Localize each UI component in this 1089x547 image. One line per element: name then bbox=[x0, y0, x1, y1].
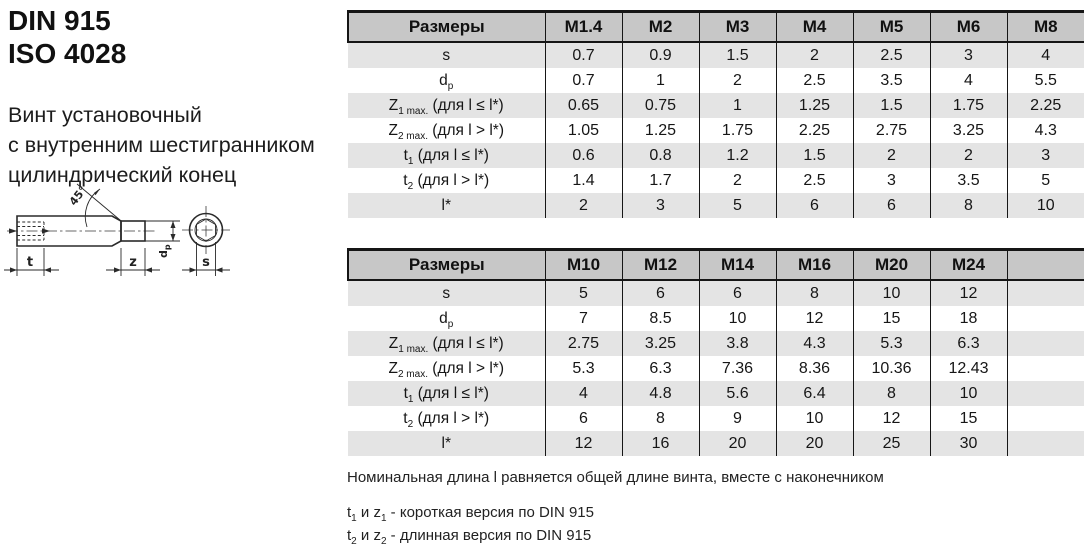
subscript: 1 bbox=[381, 513, 387, 524]
description-line: Винт установочный bbox=[8, 100, 343, 130]
dimension-value: 18 bbox=[930, 306, 1007, 331]
dim-label-z: z bbox=[129, 255, 137, 270]
subscript: 1 max. bbox=[398, 106, 428, 117]
dimension-value: 10 bbox=[1007, 193, 1084, 218]
dimension-value: 20 bbox=[776, 431, 853, 456]
dimension-value: 0.6 bbox=[545, 143, 622, 168]
dimension-value: 5.3 bbox=[853, 331, 930, 356]
column-header-m1.4: M1.4 bbox=[545, 12, 622, 43]
dimension-value: 0.9 bbox=[622, 42, 699, 68]
dimension-value: 0.7 bbox=[545, 42, 622, 68]
column-header-m10: M10 bbox=[545, 250, 622, 281]
dimension-value: 6 bbox=[699, 280, 776, 306]
dimension-value: 4 bbox=[930, 68, 1007, 93]
dimension-value: 1.05 bbox=[545, 118, 622, 143]
row-label: $Z_{1 max.}$ (для l ≤ l*) bbox=[348, 93, 545, 118]
dimension-value: 2.5 bbox=[853, 42, 930, 68]
dimension-value: 1.25 bbox=[776, 93, 853, 118]
dimension-value: 10 bbox=[853, 280, 930, 306]
row-label: s bbox=[348, 42, 545, 68]
empty-cell bbox=[1007, 280, 1084, 306]
dimension-value: 8.36 bbox=[776, 356, 853, 381]
column-header-m16: M16 bbox=[776, 250, 853, 281]
dimension-value: 7.36 bbox=[699, 356, 776, 381]
dimension-value: 10 bbox=[776, 406, 853, 431]
table-row bbox=[348, 406, 1084, 431]
column-header-m6: M6 bbox=[930, 12, 1007, 43]
dimension-z bbox=[106, 248, 160, 276]
dimension-value: 8 bbox=[853, 381, 930, 406]
subscript: 2 bbox=[408, 181, 414, 192]
dimension-value: 4.3 bbox=[1007, 118, 1084, 143]
row-label: l* bbox=[348, 431, 545, 456]
subscript: 2 bbox=[408, 419, 414, 430]
table-row bbox=[348, 93, 1084, 118]
dim-label-s: s bbox=[202, 255, 210, 270]
table-row bbox=[348, 280, 1084, 306]
column-header-m8: M8 bbox=[1007, 12, 1084, 43]
empty-cell bbox=[1007, 431, 1084, 456]
dimension-value: 2 bbox=[930, 143, 1007, 168]
subscript: 1 bbox=[408, 394, 414, 405]
dimension-value: 1.4 bbox=[545, 168, 622, 193]
dimension-value: 5.5 bbox=[1007, 68, 1084, 93]
dimension-value: 6 bbox=[622, 280, 699, 306]
dimension-value: 0.65 bbox=[545, 93, 622, 118]
dimension-value: 5.3 bbox=[545, 356, 622, 381]
column-header-m5: M5 bbox=[853, 12, 930, 43]
column-header-m12: M12 bbox=[622, 250, 699, 281]
table-row bbox=[348, 381, 1084, 406]
column-header-m2: M2 bbox=[622, 12, 699, 43]
description-line: с внутренним шестигранником bbox=[8, 130, 343, 160]
dimension-value: 3.25 bbox=[622, 331, 699, 356]
dimension-value: 1.25 bbox=[622, 118, 699, 143]
dimension-value: 4 bbox=[545, 381, 622, 406]
dimension-value: 8 bbox=[622, 406, 699, 431]
subscript: p bbox=[448, 81, 454, 92]
dimension-value: 12 bbox=[853, 406, 930, 431]
dim-label-dp bbox=[157, 244, 172, 258]
row-label: s bbox=[348, 280, 545, 306]
dimension-value: 9 bbox=[699, 406, 776, 431]
column-header-m20: M20 bbox=[853, 250, 930, 281]
dimension-value: 1.5 bbox=[853, 93, 930, 118]
row-label: $t_1$ (для l ≤ l*) bbox=[348, 381, 545, 406]
dimension-value: 4 bbox=[1007, 42, 1084, 68]
dimensions-table-1 bbox=[347, 10, 1084, 218]
row-label: $t_2$ (для l > l*) bbox=[348, 406, 545, 431]
table-row bbox=[348, 42, 1084, 68]
row-label: $Z_{1 max.}$ (для l ≤ l*) bbox=[348, 331, 545, 356]
column-header-empty bbox=[1007, 250, 1084, 281]
dimension-value: 2.5 bbox=[776, 168, 853, 193]
row-label: $d_p$ bbox=[348, 306, 545, 331]
subscript: p bbox=[448, 319, 454, 330]
dim-label-dp-sub: p bbox=[163, 244, 172, 250]
dimension-value: 5 bbox=[699, 193, 776, 218]
row-label: $Z_{2 max.}$ (для l > l*) bbox=[348, 356, 545, 381]
dimension-value: 10 bbox=[699, 306, 776, 331]
dimension-tables-panel bbox=[347, 10, 1087, 547]
dimension-value: 8 bbox=[930, 193, 1007, 218]
dimension-value: 1.2 bbox=[699, 143, 776, 168]
table-row bbox=[348, 356, 1084, 381]
row-label: l* bbox=[348, 193, 545, 218]
subscript: 2 bbox=[381, 536, 387, 547]
dimension-value: 3 bbox=[622, 193, 699, 218]
dimension-value: 1 bbox=[699, 93, 776, 118]
dimension-value: 3 bbox=[853, 168, 930, 193]
header-sizes: Размеры bbox=[348, 12, 545, 43]
empty-cell bbox=[1007, 331, 1084, 356]
row-label: $d_p$ bbox=[348, 68, 545, 93]
dimension-value: 3.25 bbox=[930, 118, 1007, 143]
dimension-value: 4.3 bbox=[776, 331, 853, 356]
dimension-value: 5.6 bbox=[699, 381, 776, 406]
dimension-value: 6 bbox=[545, 406, 622, 431]
dimension-value: 2.25 bbox=[1007, 93, 1084, 118]
dimension-value: 12.43 bbox=[930, 356, 1007, 381]
dimension-value: 12 bbox=[545, 431, 622, 456]
dimension-value: 8.5 bbox=[622, 306, 699, 331]
dimension-value: 2.5 bbox=[776, 68, 853, 93]
empty-cell bbox=[1007, 406, 1084, 431]
dimension-value: 3.5 bbox=[930, 168, 1007, 193]
dimension-value: 2 bbox=[545, 193, 622, 218]
subscript: 1 bbox=[351, 513, 357, 524]
table-row bbox=[348, 68, 1084, 93]
dimension-t bbox=[4, 248, 59, 276]
dim-label-t: t bbox=[27, 255, 33, 270]
dim-label-dp-base: d bbox=[157, 250, 170, 258]
column-header-m4: M4 bbox=[776, 12, 853, 43]
standard-iso: ISO 4028 bbox=[8, 37, 343, 70]
dimensions-table-2 bbox=[347, 248, 1084, 456]
header-sizes: Размеры bbox=[348, 250, 545, 281]
dimension-value: 10 bbox=[930, 381, 1007, 406]
footnote: $t_1$ и $z_1$ - короткая версия по DIN 915 bbox=[347, 502, 1087, 525]
dimension-value: 6.3 bbox=[930, 331, 1007, 356]
dimension-dp bbox=[145, 221, 180, 258]
column-header-m24: M24 bbox=[930, 250, 1007, 281]
empty-cell bbox=[1007, 356, 1084, 381]
dimension-value: 0.8 bbox=[622, 143, 699, 168]
dimension-value: 2.75 bbox=[853, 118, 930, 143]
chamfer-angle-label: 45° bbox=[67, 184, 90, 208]
technical-drawing bbox=[4, 170, 252, 303]
dimension-value: 0.7 bbox=[545, 68, 622, 93]
subscript: 2 max. bbox=[398, 131, 428, 142]
dimension-value: 7 bbox=[545, 306, 622, 331]
header-row bbox=[348, 12, 1084, 43]
table-row bbox=[348, 431, 1084, 456]
dimension-value: 4.8 bbox=[622, 381, 699, 406]
dimension-value: 6 bbox=[853, 193, 930, 218]
dimension-value: 0.75 bbox=[622, 93, 699, 118]
standard-din: DIN 915 bbox=[8, 4, 343, 37]
dimension-value: 2 bbox=[699, 168, 776, 193]
dimension-value: 3 bbox=[1007, 143, 1084, 168]
set-screw-drawing bbox=[4, 170, 252, 298]
dimension-value: 8 bbox=[776, 280, 853, 306]
table-row bbox=[348, 306, 1084, 331]
dimension-value: 12 bbox=[776, 306, 853, 331]
footnotes bbox=[347, 502, 1087, 547]
dimension-value: 1.5 bbox=[699, 42, 776, 68]
table-row bbox=[348, 193, 1084, 218]
table-row bbox=[348, 331, 1084, 356]
dimension-value: 10.36 bbox=[853, 356, 930, 381]
side-view bbox=[4, 184, 180, 276]
dimension-value: 1.7 bbox=[622, 168, 699, 193]
empty-cell bbox=[1007, 381, 1084, 406]
subscript: 2 max. bbox=[398, 369, 428, 380]
subscript: 2 bbox=[351, 536, 357, 547]
empty-cell bbox=[1007, 306, 1084, 331]
dimension-value: 15 bbox=[930, 406, 1007, 431]
dimension-value: 5 bbox=[1007, 168, 1084, 193]
dimension-value: 6 bbox=[776, 193, 853, 218]
note-nominal-length: Номинальная длина l равняется общей длине винта, вместе с наконечником bbox=[347, 469, 1087, 486]
title-block bbox=[8, 4, 343, 190]
dimension-value: 1 bbox=[622, 68, 699, 93]
dimension-value: 5 bbox=[545, 280, 622, 306]
dimension-value: 15 bbox=[853, 306, 930, 331]
footnote: $t_2$ и $z_2$ - длинная версия по DIN 915 bbox=[347, 525, 1087, 547]
dimension-value: 25 bbox=[853, 431, 930, 456]
row-label: $Z_{2 max.}$ (для l > l*) bbox=[348, 118, 545, 143]
column-header-m14: M14 bbox=[699, 250, 776, 281]
dimension-value: 30 bbox=[930, 431, 1007, 456]
dimension-value: 6.3 bbox=[622, 356, 699, 381]
dimension-value: 2 bbox=[853, 143, 930, 168]
dimension-value: 2 bbox=[699, 68, 776, 93]
dimension-value: 2 bbox=[776, 42, 853, 68]
dimension-value: 2.75 bbox=[545, 331, 622, 356]
subscript: 1 max. bbox=[398, 344, 428, 355]
dimension-value: 3.8 bbox=[699, 331, 776, 356]
subscript: 1 bbox=[408, 156, 414, 167]
tables bbox=[347, 10, 1087, 456]
dimension-value: 1.75 bbox=[930, 93, 1007, 118]
dimension-value: 12 bbox=[930, 280, 1007, 306]
table-row bbox=[348, 143, 1084, 168]
table-row bbox=[348, 168, 1084, 193]
end-view bbox=[182, 206, 230, 276]
dimension-value: 1.75 bbox=[699, 118, 776, 143]
row-label: $t_1$ (для l ≤ l*) bbox=[348, 143, 545, 168]
dimension-value: 2.25 bbox=[776, 118, 853, 143]
header-row bbox=[348, 250, 1084, 281]
description-line: цилиндрический конец bbox=[8, 160, 343, 190]
column-header-m3: M3 bbox=[699, 12, 776, 43]
dimension-value: 20 bbox=[699, 431, 776, 456]
dimension-value: 1.5 bbox=[776, 143, 853, 168]
table-row bbox=[348, 118, 1084, 143]
row-label: $t_2$ (для l > l*) bbox=[348, 168, 545, 193]
dimension-value: 16 bbox=[622, 431, 699, 456]
dimension-value: 3.5 bbox=[853, 68, 930, 93]
dimension-value: 6.4 bbox=[776, 381, 853, 406]
dimension-value: 3 bbox=[930, 42, 1007, 68]
